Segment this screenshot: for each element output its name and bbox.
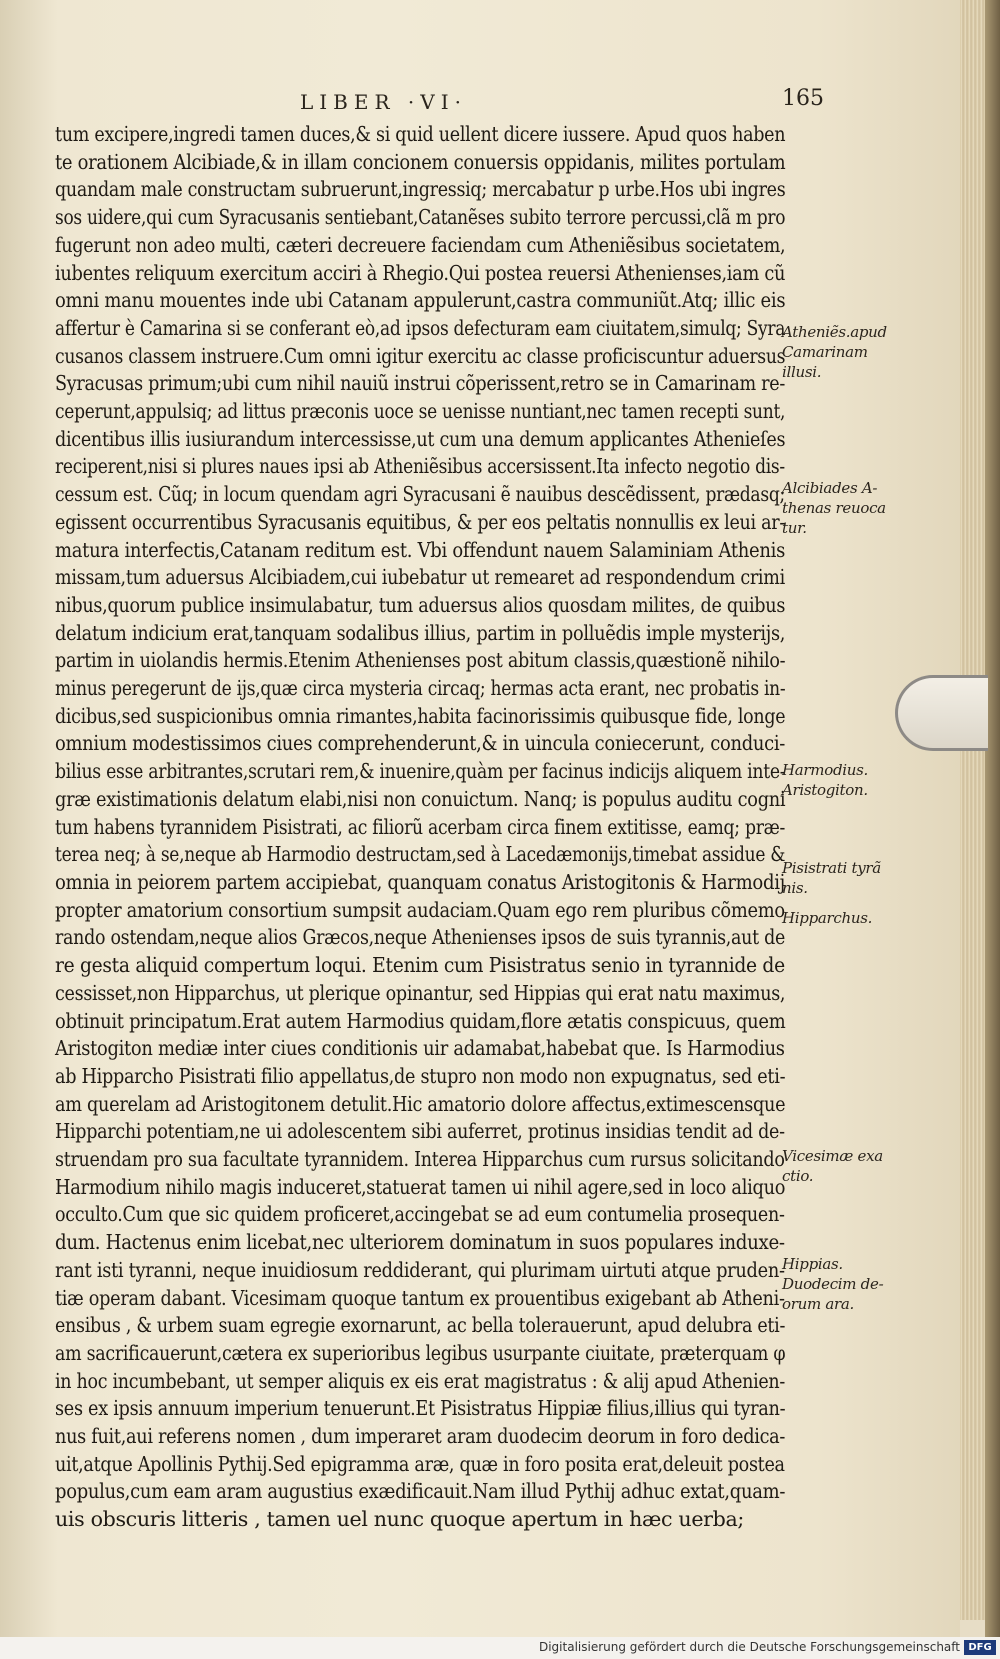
- margin-note-harmodius: [782, 760, 868, 800]
- text-line: ab Hipparcho Pisistrati filio appellatus,de stupro non modo non expugnatus, sed eti-: [55, 1063, 786, 1088]
- text-line: Hipparchi potentiam,ne ui adolescentem sibi auferret, protinus insidias tendit ad de-: [55, 1119, 785, 1144]
- text-line: omnia in peiorem partem accipiebat, quanquam conatus Aristogitonis & Harmodij: [55, 869, 785, 894]
- margin-note-line: Harmodius.: [782, 761, 868, 779]
- page-number: 165: [782, 86, 824, 111]
- text-line: tiæ operam dabant. Vicesimam quoque tantum ex prouentibus exigebant ab Atheni-: [55, 1285, 785, 1310]
- margin-note-alcibiades: [782, 478, 886, 538]
- margin-note-line: thenas reuoca: [782, 499, 886, 517]
- text-line: occulto.Cum que sic quidem proficeret,accingebat se ad eum contumelia prosequen-: [55, 1202, 785, 1227]
- margin-note-vicesimae: [782, 1146, 883, 1186]
- running-title: LIBER ·VI·: [300, 90, 467, 114]
- text-line: tum excipere,ingredi tamen duces,& si quid uellent dicere iussere. Apud quos haben: [55, 122, 786, 146]
- margin-note-camarina: [782, 322, 887, 382]
- margin-note-line: Duodecim de-: [782, 1275, 884, 1293]
- footer-credit: Digitalisierung gefördert durch die Deutsche Forschungsgemeinschaft: [538, 1640, 960, 1654]
- margin-note-line: Aristogiton.: [782, 781, 868, 799]
- margin-note-line: Atheniẽs.apud: [782, 323, 887, 341]
- text-line: struendam pro sua facultate tyrannidem. Interea Hipparchus cum rursus solicitando: [55, 1147, 785, 1172]
- text-line: iubentes reliquum exercitum acciri à Rhegio.Qui postea reuersi Athenienses,iam cũ: [55, 260, 786, 285]
- text-line: matura interfectis,Catanam reditum est. Vbi offendunt nauem Salaminiam Athenis: [55, 537, 786, 562]
- text-line: Harmodium nihilo magis induceret,statuerat tamen ui nihil agere,sed in loco aliquo: [55, 1174, 786, 1199]
- text-line: uit,atque Apollinis Pythij.Sed epigramma aræ, quæ in foro posita erat,deleuit postea: [55, 1451, 785, 1476]
- text-line: fugerunt non adeo multi, cæteri decreuere faciendam cum Atheniẽsibus societatem,: [55, 232, 786, 257]
- margin-note-line: Hippias.: [782, 1255, 843, 1273]
- margin-note-line: orum ara.: [782, 1295, 854, 1313]
- text-line: egissent occurrentibus Syracusanis equitibus, & per eos peltatis nonnullis ex leui ar-: [55, 509, 785, 534]
- text-line: græ existimationis delatum elabi,nisi non conuictum. Nanq; is populus auditu cogni: [55, 786, 786, 811]
- text-line: affertur è Camarina si se conferant eò,ad ipsos defecturam eam ciuitatem,simulq; Syra: [55, 315, 786, 340]
- text-line: reciperent,nisi si plures naues ipsi ab Atheniẽsibus accersissent.Ita infecto negotio dis-: [55, 454, 785, 479]
- margin-note-line: Camarinam: [782, 343, 868, 361]
- text-line: uis obscuris litteris , tamen uel nunc quoque apertum in hæc uerba;: [55, 1507, 745, 1532]
- page-clip-tab: [895, 675, 988, 751]
- text-line: delatum indicium erat,tanquam sodalibus illius, partim in polluẽdis imple mysterijs,: [55, 620, 786, 645]
- text-line: ceperunt,appulsiq; ad littus præconis uoce se uenisse nuntiant,nec tamen recepti sunt,: [55, 399, 786, 424]
- text-line: te orationem Alcibiade,& in illam concionem conuersis oppidanis, milites portulam: [55, 149, 786, 174]
- margin-note-line: nis.: [782, 879, 808, 897]
- text-line: quandam male constructam subruerunt,ingressiq; mercabatur p urbe.Hos ubi ingres: [55, 177, 786, 202]
- margin-note-line: ctio.: [782, 1167, 814, 1185]
- text-line: cusanos classem instruere.Cum omni igitur exercitu ac classe proficiscuntur aduersus: [55, 343, 786, 368]
- text-line: propter amatorium consortium sumpsit audaciam.Quam ego rem pluribus cõmemo: [55, 897, 785, 922]
- text-line: omni manu mouentes inde ubi Catanam appulerunt,castra communiũt.Atq; illic eis: [55, 288, 786, 313]
- text-line: bilius esse arbitrantes,scrutari rem,& inuenire,quàm per facinus indicijs aliquem inte-: [55, 759, 786, 784]
- text-line: tum habens tyrannidem Pisistrati, ac filiorũ acerbam circa finem extitisse, eamq; præ-: [55, 814, 786, 839]
- text-line: in hoc incumbebant, ut semper aliquis ex eis erat magistratus : & alij apud Athenien-: [55, 1368, 786, 1393]
- margin-note-line: Alcibiades A-: [782, 479, 878, 497]
- text-line: Syracusas primum;ubi cum nihil nauiũ instrui cõperissent,retro se in Camarinam re-: [55, 371, 786, 396]
- text-line: cessisset,non Hipparchus, ut plerique opinantur, sed Hippias qui erat natu maximus,: [55, 980, 786, 1005]
- text-line: missam,tum aduersus Alcibiadem,cui iubebatur ut remearet ad respondendum crimi: [55, 565, 785, 590]
- text-line: ses ex ipsis annuum imperium tenuerunt.Et Pisistratus Hippiæ filius,illius qui tyran-: [55, 1396, 786, 1421]
- text-line: dicibus,sed suspicionibus omnia rimantes,habita facinorissimis quibusque fide, longe: [55, 703, 786, 728]
- margin-note-line: tur.: [782, 519, 807, 537]
- page-header: [0, 86, 960, 120]
- text-line: dicentibus illis iusiurandum intercessisse,ut cum una demum applicantes Athenieſes: [55, 426, 786, 451]
- text-line: re gesta aliquid compertum loqui. Etenim cum Pisistratus senio in tyrannide de: [55, 953, 785, 978]
- main-text-block: [55, 121, 785, 1534]
- text-line: cessum est. Cũq; in locum quendam agri Syracusani ẽ nauibus descẽdissent, prædasq;: [55, 482, 785, 507]
- footer-bar: [0, 1637, 1000, 1659]
- margin-note-pisistrati: [782, 858, 881, 928]
- book-spine-edge: [985, 0, 1000, 1659]
- text-line: terea neq; à se,neque ab Harmodio destructam,sed à Lacedæmonijs,timebat assidue &: [55, 842, 786, 867]
- margin-note-line: Vicesimæ exa: [782, 1147, 883, 1165]
- text-line: populus,cum eam aram augustius exædificauit.Nam illud Pythij adhuc extat,quam-: [55, 1479, 786, 1504]
- text-line: Aristogiton mediæ inter ciues conditionis uir adamabat,habebat que. Is Harmodius: [55, 1036, 785, 1061]
- text-line: partim in uiolandis hermis.Etenim Athenienses post abitum classis,quæstionẽ nihilo-: [55, 648, 786, 673]
- margin-note-line: illusi.: [782, 363, 822, 381]
- margin-note-line: Hipparchus.: [782, 909, 873, 927]
- text-line: minus peregerunt de ijs,quæ circa mysteria circaq; hermas acta erant, nec probatis in-: [55, 676, 786, 701]
- text-line: rant isti tyranni, neque inuidiosum reddiderant, qui plurimam uirtuti atque pruden-: [55, 1257, 785, 1282]
- dfg-logo: DFG: [964, 1640, 996, 1655]
- text-line: am querelam ad Aristogitonem detulit.Hic amatorio dolore affectus,extimescensque: [55, 1091, 786, 1116]
- margin-note-line: Pisistrati tyrã: [782, 859, 881, 877]
- text-line: am sacrificauerunt,cætera ex superioribus legibus usurpante ciuitate, præterquam φ: [55, 1340, 786, 1365]
- text-line: ensibus , & urbem suam egregie exornarunt, ac bella tolerauerunt, apud delubra eti-: [55, 1313, 786, 1338]
- text-line: nibus,quorum publice insimulabatur, tum aduersus alios quosdam milites, de quibus: [55, 592, 786, 617]
- text-line: rando ostendam,neque alios Græcos,neque Athenienses ipsos de suis tyrannis,aut de: [55, 925, 786, 950]
- text-line: obtinuit principatum.Erat autem Harmodius quidam,flore ætatis conspicuus, quem: [55, 1008, 786, 1033]
- text-line: omnium modestissimos ciues comprehenderunt,& in uincula coniecerunt, conduci-: [55, 731, 786, 756]
- text-line: nus fuit,aui referens nomen , dum imperaret aram duodecim deorum in foro dedica-: [55, 1424, 786, 1449]
- margin-note-hippias: [782, 1254, 883, 1314]
- text-line: sos uidere,qui cum Syracusanis sentiebant,Catanẽses subito terrore percussi,clã m pro: [55, 205, 786, 230]
- text-line: dum. Hactenus enim licebat,nec ulteriorem dominatum in suos populares induxe-: [55, 1230, 785, 1255]
